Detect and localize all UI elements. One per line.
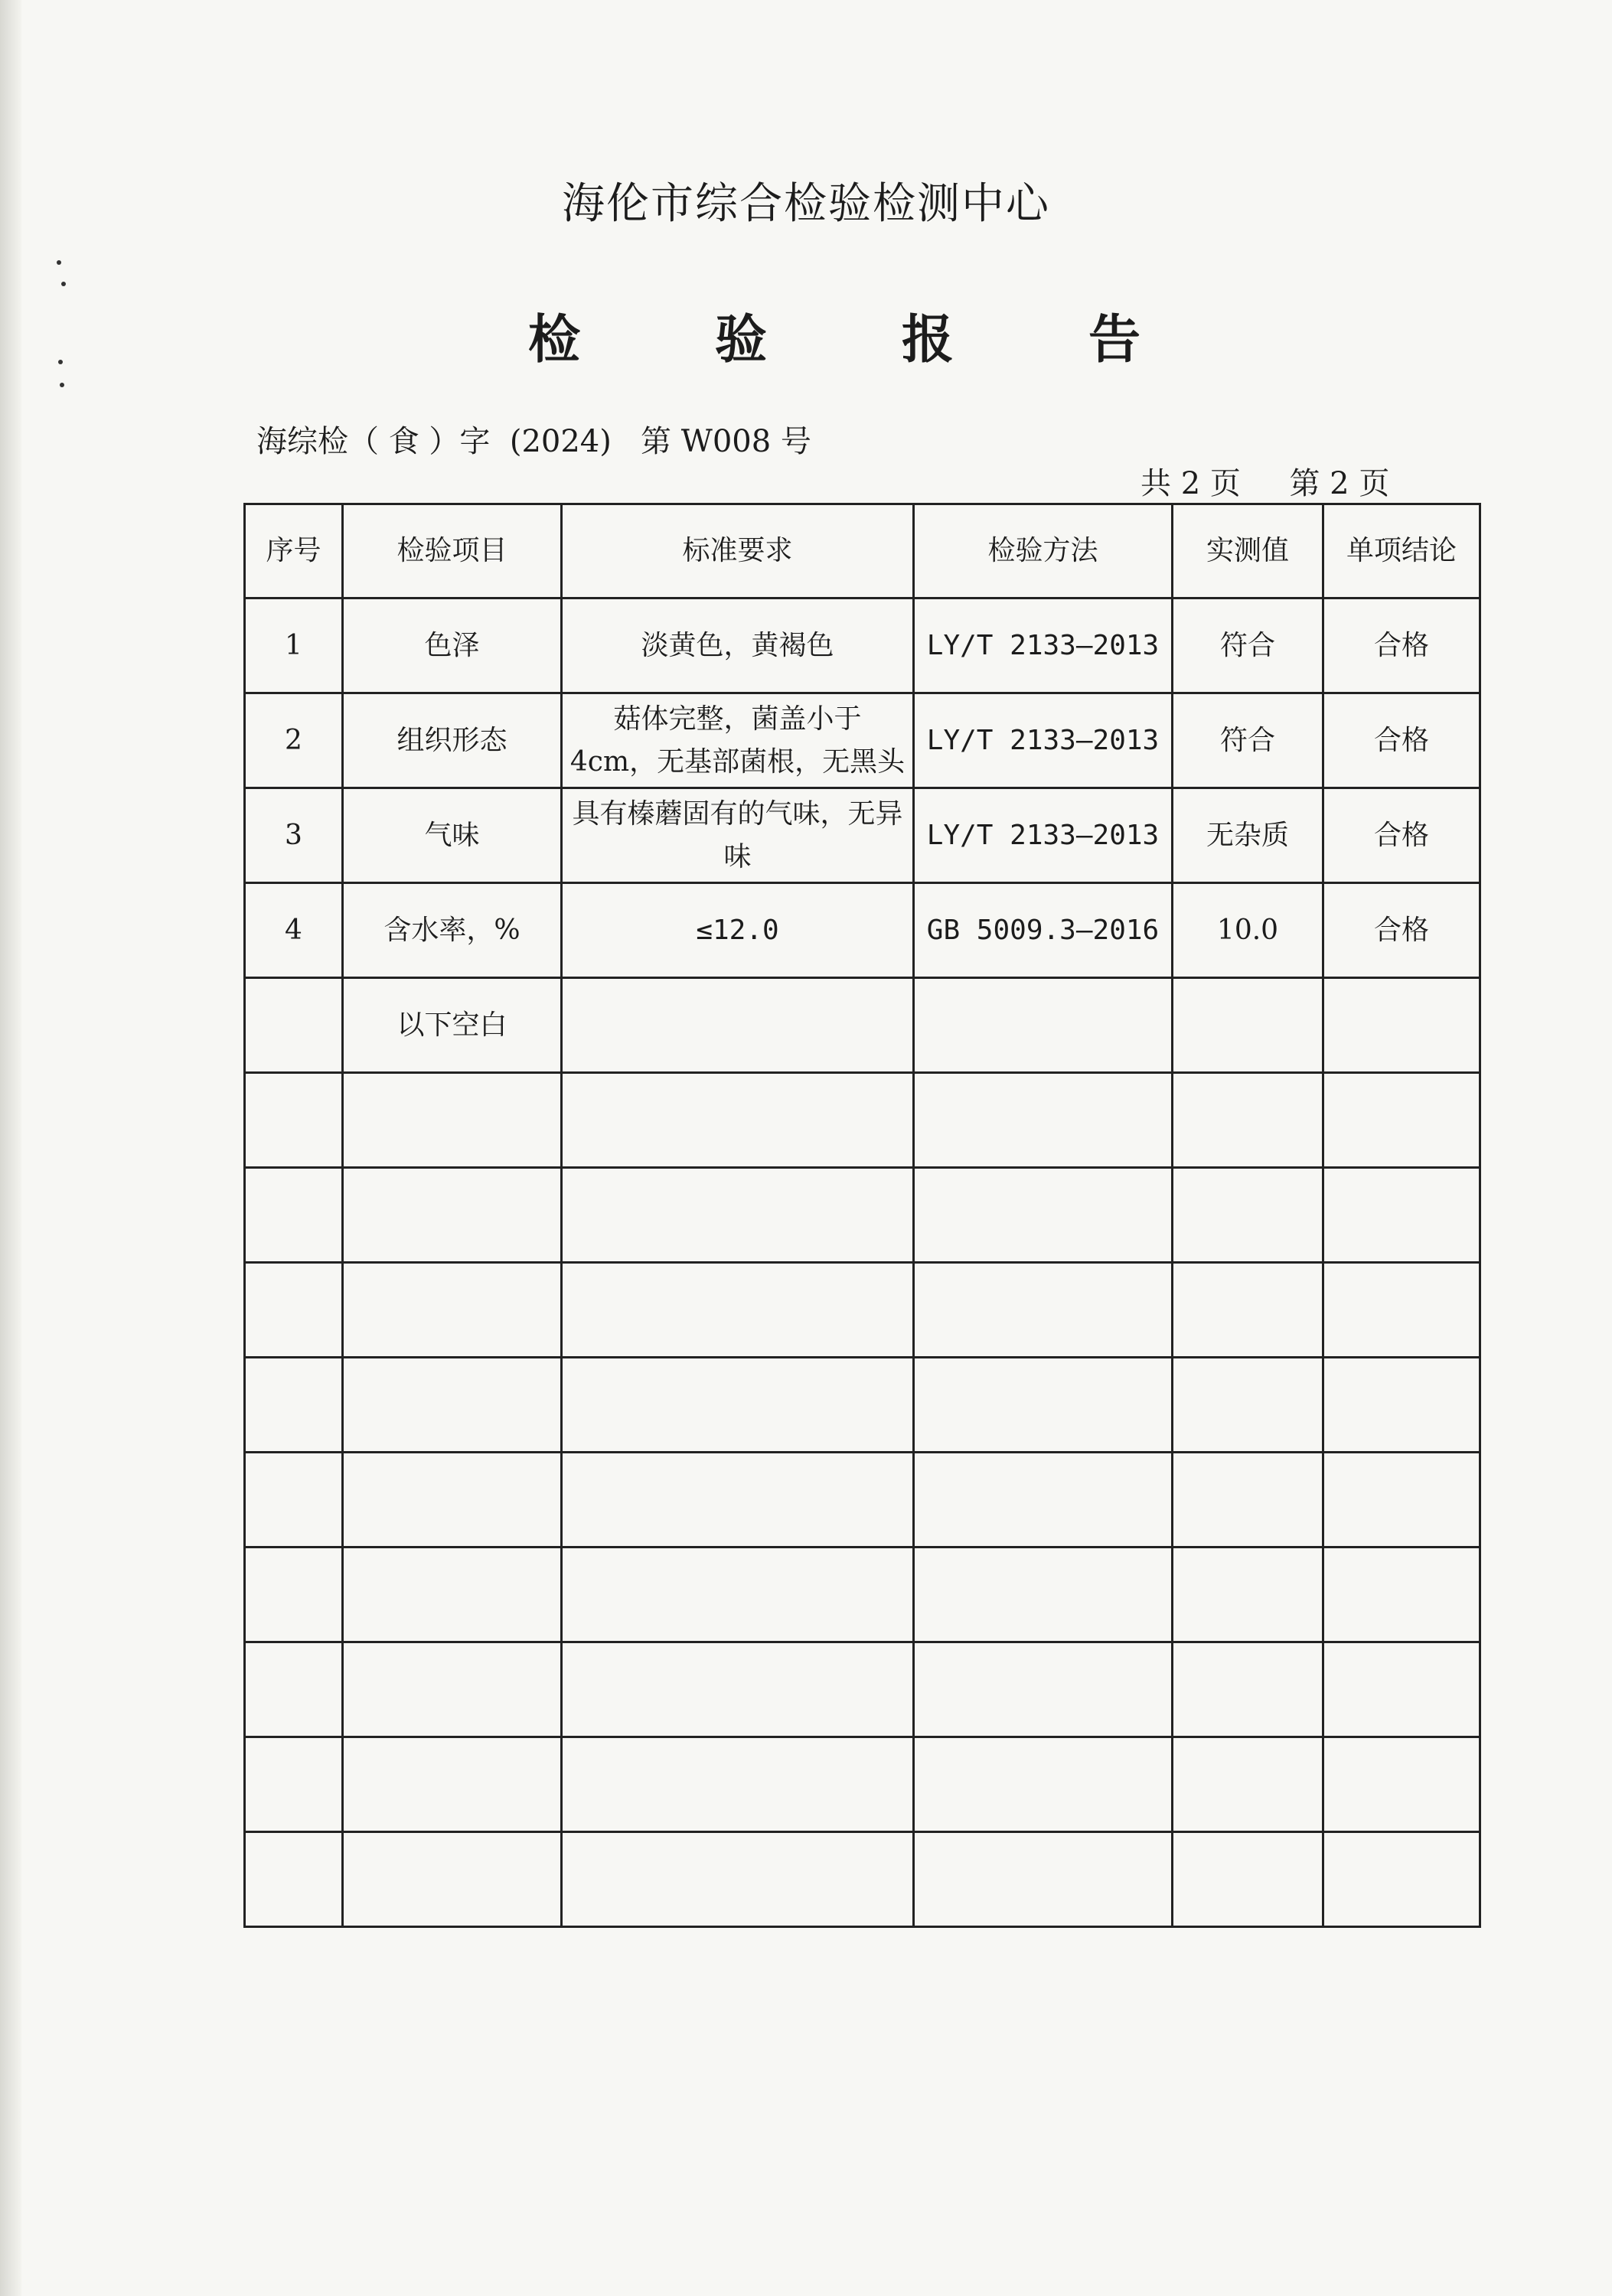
table-row bbox=[245, 1737, 1480, 1832]
table-row bbox=[245, 1832, 1480, 1927]
cell-measured bbox=[1173, 1358, 1323, 1453]
cell-conclusion: 合格 bbox=[1323, 883, 1480, 978]
cell-measured: 符合 bbox=[1173, 693, 1323, 788]
cell-measured: 无杂质 bbox=[1173, 788, 1323, 883]
cell-item bbox=[343, 1453, 562, 1548]
cell-measured bbox=[1173, 1168, 1323, 1263]
cell-conclusion bbox=[1323, 1073, 1480, 1168]
cell-measured bbox=[1173, 1832, 1323, 1927]
cell-index bbox=[245, 1358, 343, 1453]
cell-item bbox=[343, 1168, 562, 1263]
table-row bbox=[245, 1548, 1480, 1642]
cell-standard bbox=[562, 1263, 914, 1358]
table-row bbox=[245, 978, 1480, 1073]
table-row bbox=[245, 1263, 1480, 1358]
cell-item bbox=[343, 1832, 562, 1927]
cell-index bbox=[245, 1642, 343, 1737]
header-standard: 标准要求 bbox=[562, 504, 914, 598]
cell-standard bbox=[562, 1168, 914, 1263]
cell-method: LY/T 2133—2013 bbox=[914, 693, 1173, 788]
cell-conclusion bbox=[1323, 1737, 1480, 1832]
cell-standard bbox=[562, 978, 914, 1073]
cell-method bbox=[914, 1453, 1173, 1548]
cell-item bbox=[343, 1263, 562, 1358]
cell-standard: 菇体完整，菌盖小于 4cm，无基部菌根，无黑头 bbox=[562, 693, 914, 788]
cell-item: 色泽 bbox=[343, 598, 562, 693]
table-row bbox=[245, 1358, 1480, 1453]
cell-item: 组织形态 bbox=[343, 693, 562, 788]
cell-conclusion: 合格 bbox=[1323, 693, 1480, 788]
cell-conclusion bbox=[1323, 978, 1480, 1073]
scan-marks bbox=[55, 260, 70, 398]
cell-conclusion bbox=[1323, 1168, 1480, 1263]
table-row bbox=[245, 883, 1480, 978]
cell-measured bbox=[1173, 1737, 1323, 1832]
cell-standard bbox=[562, 1548, 914, 1642]
cell-method: LY/T 2133—2013 bbox=[914, 598, 1173, 693]
cell-standard: 淡黄色，黄褐色 bbox=[562, 598, 914, 693]
cell-item bbox=[343, 1737, 562, 1832]
header-method: 检验方法 bbox=[914, 504, 1173, 598]
cell-index bbox=[245, 1548, 343, 1642]
cell-item: 以下空白 bbox=[343, 978, 562, 1073]
cell-measured bbox=[1173, 1642, 1323, 1737]
cell-conclusion bbox=[1323, 1453, 1480, 1548]
cell-conclusion: 合格 bbox=[1323, 598, 1480, 693]
cell-measured: 符合 bbox=[1173, 598, 1323, 693]
cell-item bbox=[343, 1073, 562, 1168]
cell-method bbox=[914, 1168, 1173, 1263]
cell-measured: 10.0 bbox=[1173, 883, 1323, 978]
cell-standard bbox=[562, 1832, 914, 1927]
cell-item: 含水率，% bbox=[343, 883, 562, 978]
report-title bbox=[528, 298, 1140, 370]
cell-standard: 具有榛蘑固有的气味，无异味 bbox=[562, 788, 914, 883]
cell-method bbox=[914, 1358, 1173, 1453]
table-row bbox=[245, 1168, 1480, 1263]
cell-conclusion: 合格 bbox=[1323, 788, 1480, 883]
cell-measured bbox=[1173, 978, 1323, 1073]
cell-method: LY/T 2133—2013 bbox=[914, 788, 1173, 883]
cell-method bbox=[914, 1737, 1173, 1832]
cell-index: 1 bbox=[245, 598, 343, 693]
cell-index bbox=[245, 1737, 343, 1832]
cell-index: 3 bbox=[245, 788, 343, 883]
cell-method bbox=[914, 1642, 1173, 1737]
table-header-row bbox=[245, 504, 1480, 598]
cell-standard bbox=[562, 1642, 914, 1737]
cell-index bbox=[245, 1453, 343, 1548]
cell-method: GB 5009.3—2016 bbox=[914, 883, 1173, 978]
cell-index bbox=[245, 1073, 343, 1168]
document-number: 海综检（ 食 ）字 (2024) 第 W008 号 bbox=[256, 424, 811, 459]
cell-method bbox=[914, 1548, 1173, 1642]
cell-item bbox=[343, 1358, 562, 1453]
cell-measured bbox=[1173, 1263, 1323, 1358]
header-index: 序号 bbox=[245, 504, 343, 598]
table-row bbox=[245, 693, 1480, 788]
cell-standard bbox=[562, 1358, 914, 1453]
cell-index bbox=[245, 1168, 343, 1263]
inspection-table bbox=[243, 503, 1481, 1928]
cell-conclusion bbox=[1323, 1832, 1480, 1927]
header-conclusion: 单项结论 bbox=[1323, 504, 1480, 598]
header-measured: 实测值 bbox=[1173, 504, 1323, 598]
header-item: 检验项目 bbox=[343, 504, 562, 598]
cell-standard: ≤12.0 bbox=[562, 883, 914, 978]
cell-index bbox=[245, 978, 343, 1073]
cell-standard bbox=[562, 1737, 914, 1832]
cell-standard bbox=[562, 1073, 914, 1168]
cell-index: 4 bbox=[245, 883, 343, 978]
cell-index bbox=[245, 1263, 343, 1358]
cell-method bbox=[914, 1073, 1173, 1168]
paper-edge-shadow bbox=[0, 0, 21, 2296]
page-info: 共 2 页 第 2 页 bbox=[1140, 466, 1390, 501]
title-char: 告 bbox=[1088, 309, 1140, 370]
cell-measured bbox=[1173, 1453, 1323, 1548]
table-row bbox=[245, 598, 1480, 693]
cell-standard bbox=[562, 1453, 914, 1548]
table-row bbox=[245, 1642, 1480, 1737]
cell-item: 气味 bbox=[343, 788, 562, 883]
title-char: 报 bbox=[901, 309, 954, 370]
cell-measured bbox=[1173, 1548, 1323, 1642]
table-row bbox=[245, 1453, 1480, 1548]
cell-index: 2 bbox=[245, 693, 343, 788]
cell-method bbox=[914, 1263, 1173, 1358]
cell-method bbox=[914, 978, 1173, 1073]
title-char: 检 bbox=[528, 309, 581, 370]
title-char: 验 bbox=[714, 309, 767, 370]
cell-method bbox=[914, 1832, 1173, 1927]
cell-item bbox=[343, 1642, 562, 1737]
cell-measured bbox=[1173, 1073, 1323, 1168]
cell-conclusion bbox=[1323, 1642, 1480, 1737]
organization-name: 海伦市综合检验检测中心 bbox=[562, 179, 1050, 229]
cell-index bbox=[245, 1832, 343, 1927]
table-row bbox=[245, 1073, 1480, 1168]
cell-conclusion bbox=[1323, 1548, 1480, 1642]
cell-conclusion bbox=[1323, 1263, 1480, 1358]
cell-conclusion bbox=[1323, 1358, 1480, 1453]
cell-item bbox=[343, 1548, 562, 1642]
table-row bbox=[245, 788, 1480, 883]
